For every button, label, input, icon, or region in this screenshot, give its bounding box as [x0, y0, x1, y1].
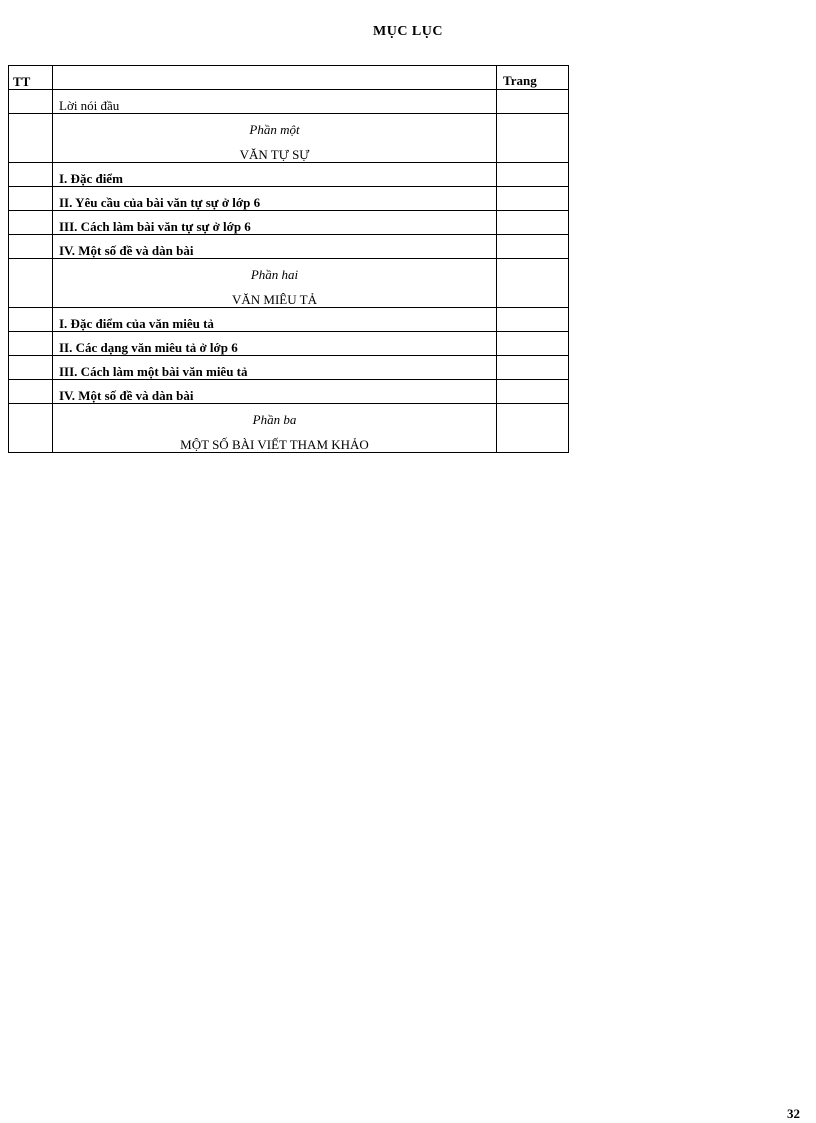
- part-heading: VĂN MIÊU TẢ: [232, 292, 317, 307]
- column-header-title: [53, 66, 497, 90]
- tt-cell: [9, 90, 53, 114]
- page-cell: [497, 356, 569, 380]
- entry-title: II. Yêu cầu của bài văn tự sự ở lớp 6: [53, 187, 497, 211]
- page-cell: [497, 90, 569, 114]
- tt-cell: [9, 380, 53, 404]
- entry-title: IV. Một số đề và dàn bài: [53, 235, 497, 259]
- page-cell: [497, 211, 569, 235]
- tt-cell: [9, 356, 53, 380]
- page-cell: [497, 332, 569, 356]
- part-label: Phần hai: [250, 267, 299, 282]
- table-row: [9, 163, 569, 187]
- part-row: [9, 114, 569, 163]
- column-header-tt: TT: [9, 66, 53, 90]
- page-cell: [497, 187, 569, 211]
- part-label: Phần một: [249, 122, 300, 137]
- table-row: [9, 90, 569, 114]
- tt-cell: [9, 259, 53, 308]
- table-row: [9, 235, 569, 259]
- entry-title: II. Các dạng văn miêu tả ở lớp 6: [53, 332, 497, 356]
- page-title: MỤC LỤC: [373, 24, 443, 39]
- part-label: Phần ba: [252, 412, 297, 427]
- page-number: 32: [787, 1106, 800, 1121]
- entry-title: Lời nói đầu: [53, 90, 497, 114]
- entry-title: III. Cách làm bài văn tự sự ở lớp 6: [53, 211, 497, 235]
- tt-cell: [9, 211, 53, 235]
- part-title-cell: [53, 114, 497, 163]
- page-cell: [497, 380, 569, 404]
- table-row: [9, 187, 569, 211]
- page-cell: [497, 259, 569, 308]
- table-row: [9, 380, 569, 404]
- tt-cell: [9, 332, 53, 356]
- part-row: [9, 404, 569, 453]
- part-heading: VĂN TỰ SỰ: [239, 147, 310, 162]
- table-row: [9, 308, 569, 332]
- table-of-contents: [8, 65, 569, 453]
- part-row: [9, 259, 569, 308]
- entry-title: IV. Một số đề và dàn bài: [53, 380, 497, 404]
- entry-title: I. Đặc điểm: [53, 163, 497, 187]
- table-row: [9, 332, 569, 356]
- page-cell: [497, 404, 569, 453]
- tt-cell: [9, 163, 53, 187]
- table-header-row: [9, 66, 569, 90]
- table-row: [9, 356, 569, 380]
- part-title-cell: [53, 404, 497, 453]
- tt-cell: [9, 308, 53, 332]
- part-heading: MỘT SỐ BÀI VIẾT THAM KHẢO: [180, 437, 369, 452]
- part-title-cell: [53, 259, 497, 308]
- tt-cell: [9, 404, 53, 453]
- tt-cell: [9, 114, 53, 163]
- column-header-page: Trang: [497, 66, 569, 90]
- entry-title: I. Đặc điểm của văn miêu tả: [53, 308, 497, 332]
- page-cell: [497, 163, 569, 187]
- table-row: [9, 211, 569, 235]
- page-cell: [497, 114, 569, 163]
- page-cell: [497, 308, 569, 332]
- page-cell: [497, 235, 569, 259]
- tt-cell: [9, 187, 53, 211]
- tt-cell: [9, 235, 53, 259]
- entry-title: III. Cách làm một bài văn miêu tả: [53, 356, 497, 380]
